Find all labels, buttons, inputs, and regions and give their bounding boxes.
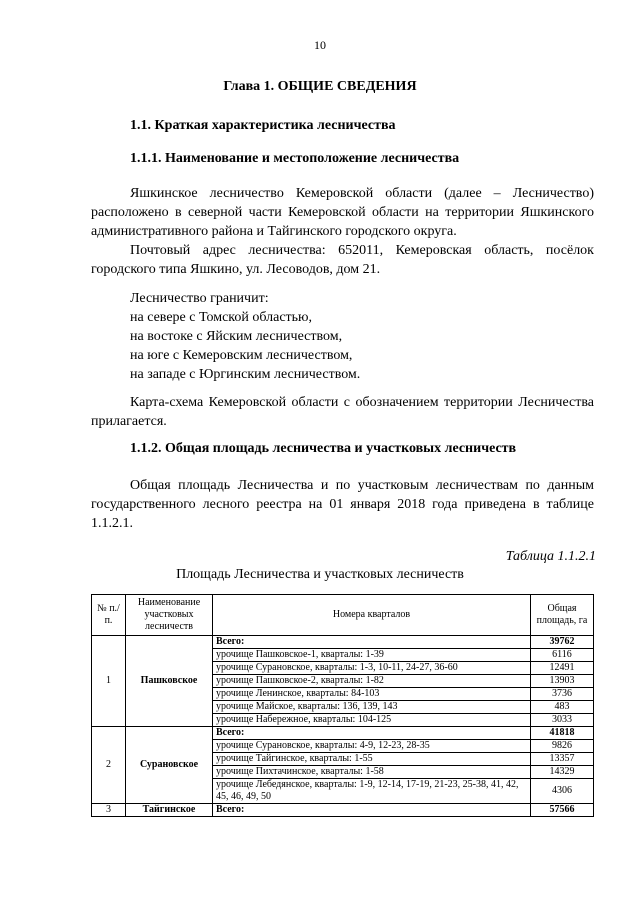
table-header-row [92,595,594,636]
group-number: 3 [92,804,126,817]
quarters-cell: урочище Пашковское-1, кварталы: 1-39 [213,649,531,662]
map-text-block [91,393,594,431]
area-cell: 14329 [531,766,594,779]
border-east: на востоке с Яйским лесничеством, [130,329,343,344]
section-heading-1-1-1: 1.1.1. Наименование и местоположение лесничества [130,151,460,166]
chapter-title: Глава 1. ОБЩИЕ СВЕДЕНИЯ [223,79,417,94]
group-number: 2 [92,727,126,804]
quarters-cell: Всего: [213,636,531,649]
location-text-block [91,184,594,279]
area-cell: 41818 [531,727,594,740]
area-cell: 483 [531,701,594,714]
address-paragraph: Почтовый адрес лесничества: 652011, Кемеровская область, посёлок городского типа Яшкино, ул. Лесоводов, дом 21. [91,243,594,277]
group-name: Тайгинское [126,804,213,817]
table-caption: Таблица 1.1.2.1 [505,549,596,564]
quarters-cell: Всего: [213,727,531,740]
borders-intro: Лесничество граничит: [130,291,269,306]
header-no: № п./п. [92,595,126,636]
table-row [92,727,594,740]
area-cell: 39762 [531,636,594,649]
area-cell: 3033 [531,714,594,727]
group-name: Пашковское [126,636,213,727]
location-paragraph: Яшкинское лесничество Кемеровской области (далее – Лесничество) расположено в северной части Кемеровской области на территории Яшкинского административного района и Тайгинского городского округа. [91,186,594,239]
quarters-cell: урочище Сурановское, кварталы: 4-9, 12-23, 28-35 [213,740,531,753]
table-row [92,804,594,817]
table-row [92,636,594,649]
quarters-cell: урочище Набережное, кварталы: 104-125 [213,714,531,727]
area-cell: 13357 [531,753,594,766]
quarters-cell: урочище Тайгинское, кварталы: 1-55 [213,753,531,766]
header-quarters: Номера кварталов [213,595,531,636]
area-cell: 13903 [531,675,594,688]
border-north: на севере с Томской областью, [130,310,313,325]
header-name: Наименование участковых лесничеств [126,595,213,636]
quarters-cell: урочище Пихтачинское, кварталы: 1-58 [213,766,531,779]
group-name: Сурановское [126,727,213,804]
area-paragraph: Общая площадь Лесничества и по участковым лесничествам по данным государственного лесного реестра на 01 января 2018 года приведена в таблице 1.1.2.1. [91,478,594,531]
area-cell: 9826 [531,740,594,753]
border-west: на западе с Юргинским лесничеством. [130,367,361,382]
quarters-cell: урочище Майское, кварталы: 136, 139, 143 [213,701,531,714]
area-cell: 3736 [531,688,594,701]
area-cell: 4306 [531,779,594,804]
area-cell: 57566 [531,804,594,817]
area-cell: 12491 [531,662,594,675]
quarters-cell: урочище Сурановское, кварталы: 1-3, 10-11, 24-27, 36-60 [213,662,531,675]
page-number: 10 [314,38,326,52]
map-paragraph: Карта-схема Кемеровской области с обозначением территории Лесничества прилагается. [91,395,594,429]
header-area: Общая площадь, га [531,595,594,636]
section-heading-1-1-2: 1.1.2. Общая площадь лесничества и участковых лесничеств [130,441,517,456]
border-south: на юге с Кемеровским лесничеством, [130,348,353,363]
table-title: Площадь Лесничества и участковых лесничеств [176,567,464,582]
borders-block [91,289,594,384]
quarters-cell: урочище Лебедянское, кварталы: 1-9, 12-14, 17-19, 21-23, 25-38, 41, 42, 45, 46, 49, 50 [213,779,531,804]
area-text-block [91,476,594,533]
quarters-cell: урочище Ленинское, кварталы: 84-103 [213,688,531,701]
area-table [91,594,594,817]
group-number: 1 [92,636,126,727]
quarters-cell: Всего: [213,804,531,817]
section-heading-1-1: 1.1. Краткая характеристика лесничества [130,118,396,133]
area-cell: 6116 [531,649,594,662]
quarters-cell: урочище Пашковское-2, кварталы: 1-82 [213,675,531,688]
